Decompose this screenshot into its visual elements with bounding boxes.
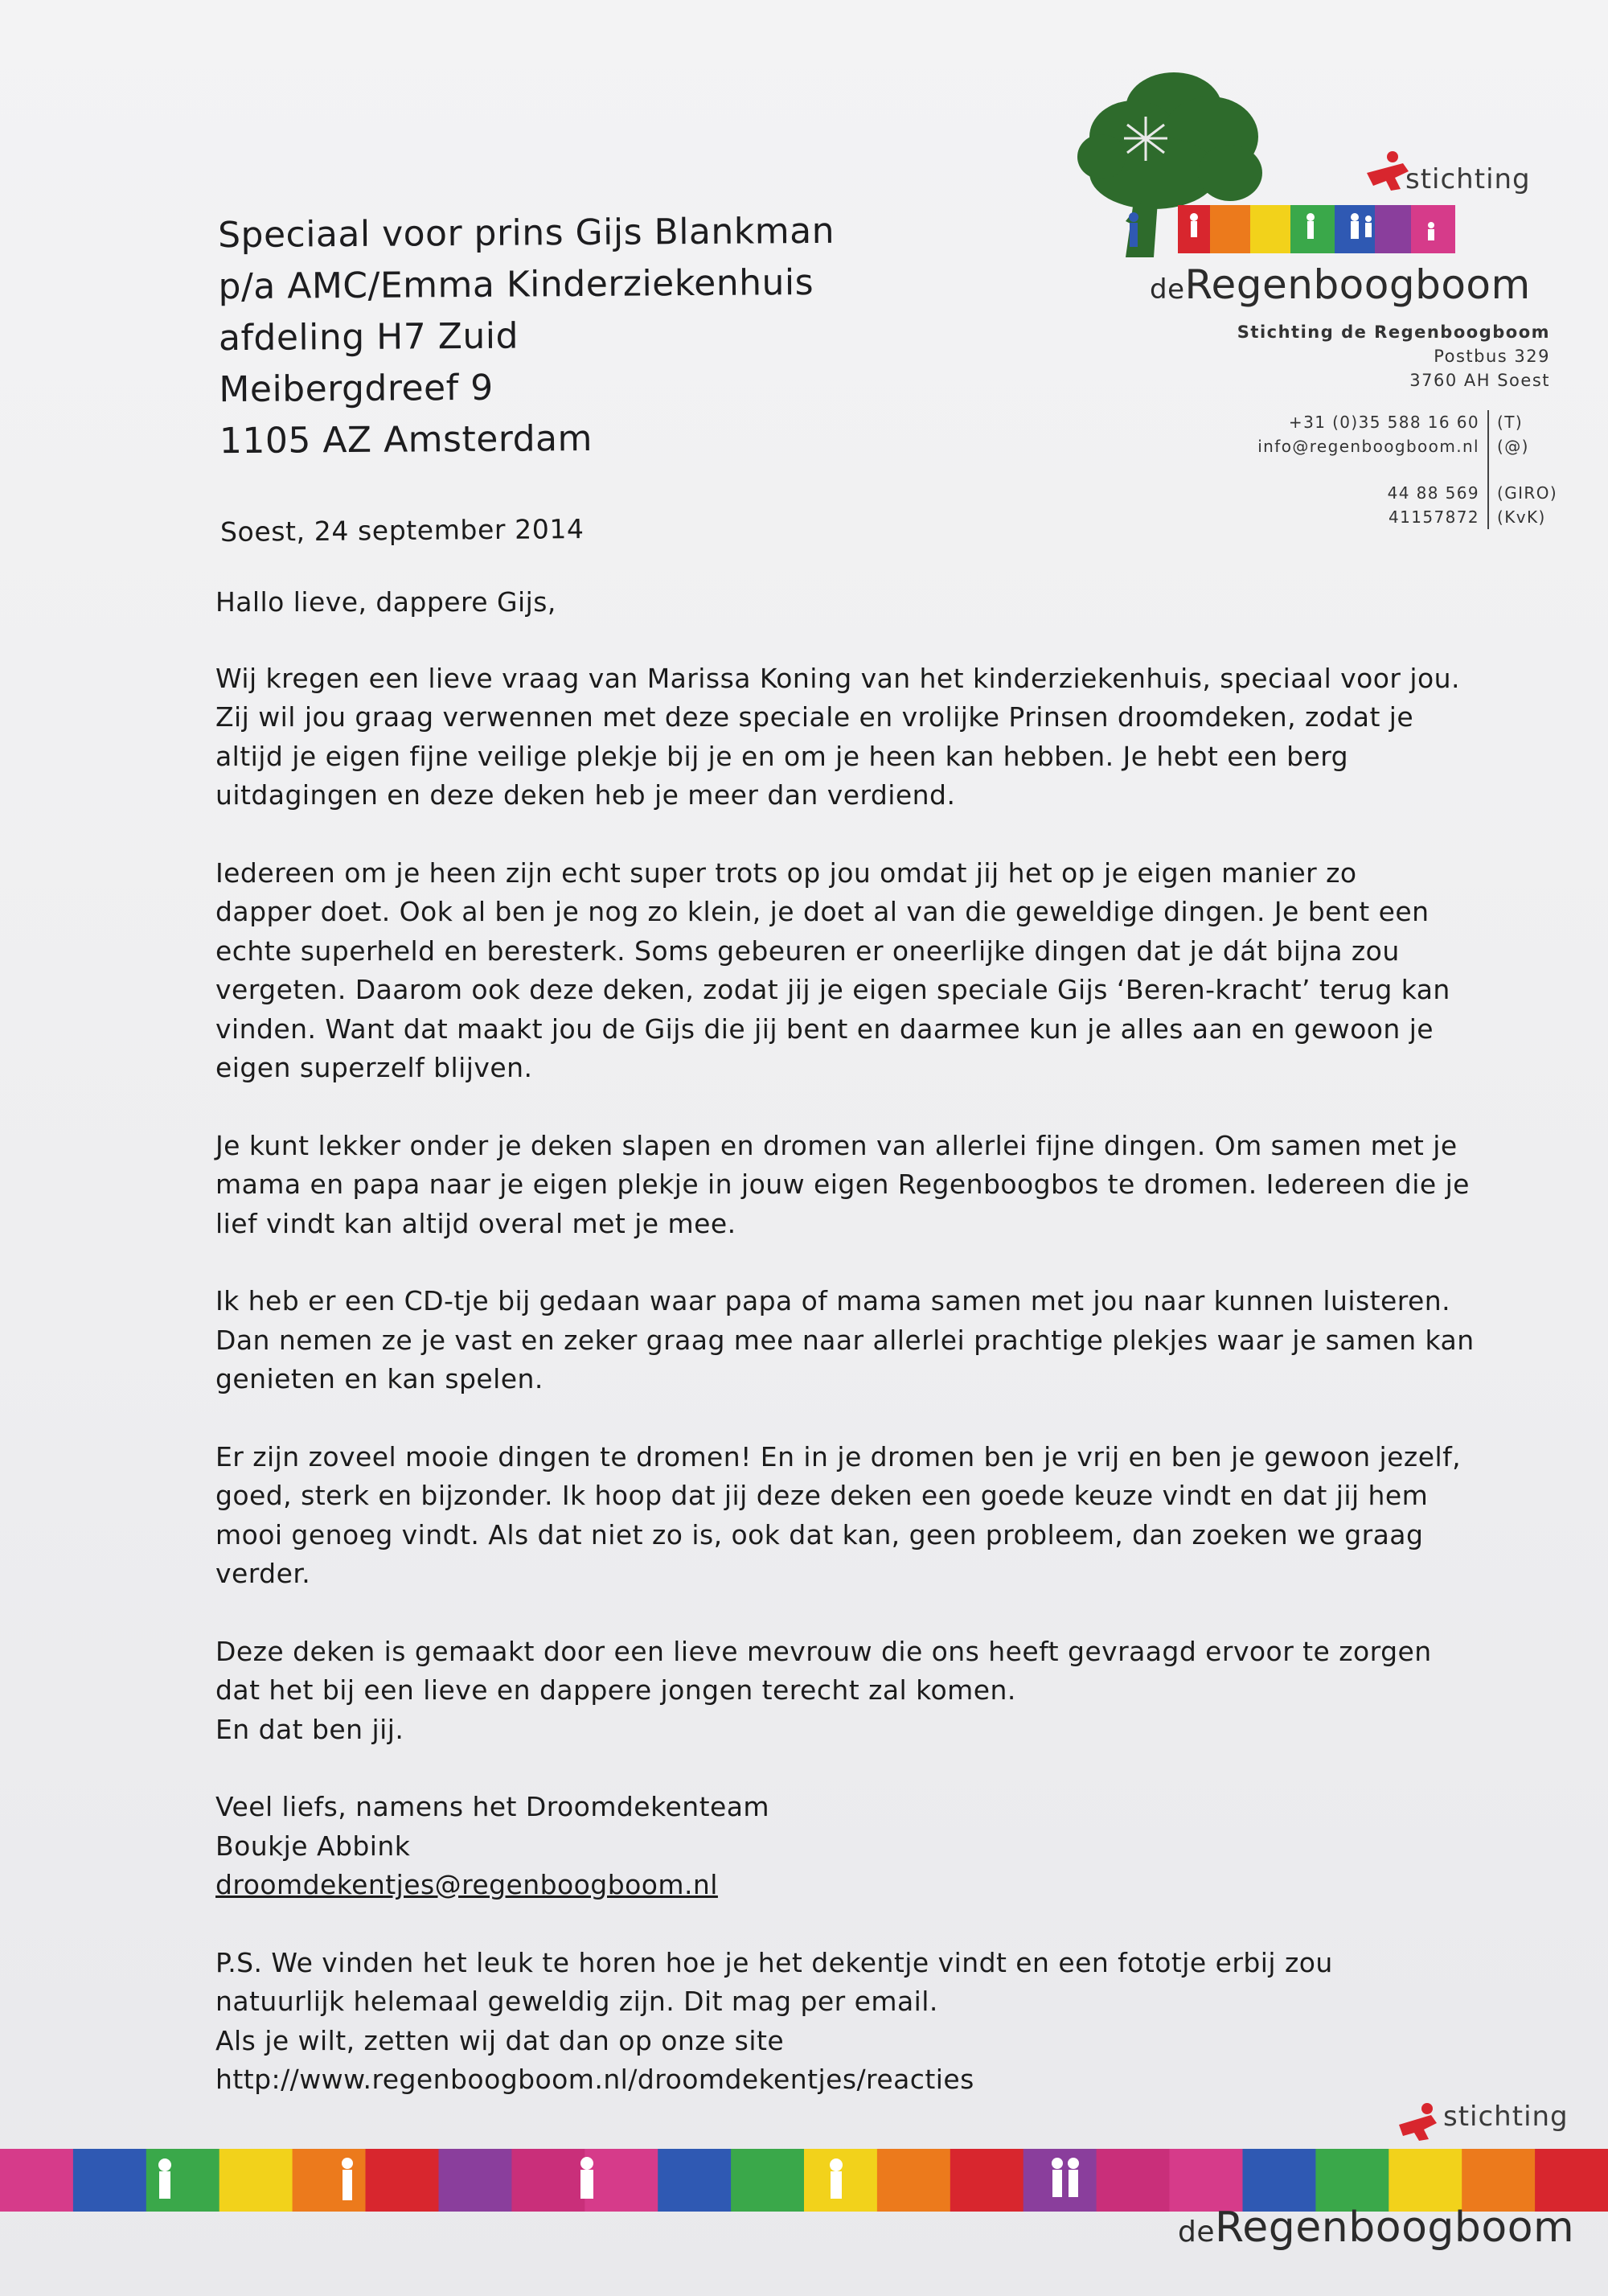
text-line: verder.	[215, 1558, 311, 1589]
stripe-block	[1097, 2149, 1171, 2212]
stripe-block	[511, 2149, 585, 2212]
text-line: mooi genoeg vindt. Als dat niet zo is, ook dat kan, geen probleem, dan zoeken we graag	[215, 1518, 1424, 1551]
stripe-block	[293, 2149, 367, 2212]
salutation: Hallo lieve, dappere Gijs,	[215, 586, 556, 618]
text-line: mama en papa naar je eigen plekje in jouw eigen Regenboogbos te dromen. Iedereen die je	[215, 1169, 1470, 1200]
stripe-block	[731, 2149, 805, 2212]
stripe-block	[1535, 2149, 1608, 2212]
text-line: eigen superzelf blijven.	[215, 1052, 533, 1083]
text-line: Er zijn zoveel mooie dingen te dromen! En in je dromen ben je vrij en ben je gewoon jezelf,	[215, 1440, 1462, 1472]
contact-kvk-key: (KvK)	[1487, 505, 1585, 529]
text-line: Je kunt lekker onder je deken slapen en dromen van allerlei fijne dingen. Om samen met je	[215, 1129, 1458, 1161]
text-line: echte superheld en beresterk. Soms gebeuren er oneerlijke dingen dat je dát bijna zou	[215, 934, 1400, 967]
address-line: Meibergdreef 9	[219, 367, 494, 411]
paragraph-6	[215, 1633, 1454, 1750]
paragraph-5	[215, 1438, 1462, 1594]
footer-wordmark-de: de	[1178, 2216, 1215, 2249]
stripe-block	[439, 2149, 513, 2212]
text-line: lief vindt kan altijd overal met je mee.	[215, 1207, 736, 1239]
contact-email-key: (@)	[1487, 434, 1585, 458]
contact-row-kvk	[1206, 505, 1585, 529]
org-city: 3760 AH Soest	[1409, 371, 1550, 390]
stripe-block	[950, 2149, 1024, 2212]
address-line: Speciaal voor prins Gijs Blankman	[217, 210, 835, 257]
footer-wordmark	[1178, 2204, 1574, 2252]
text-line: natuurlijk helemaal geweldig zijn. Dit mag per email.	[215, 1986, 938, 2017]
footer-stichting-text: stichting	[1443, 2101, 1569, 2133]
org-name: Stichting de Regenboogboom	[1237, 322, 1550, 342]
paragraph-2	[215, 854, 1454, 1088]
paragraph-1	[215, 659, 1460, 815]
footer-runner-icon	[1395, 2101, 1443, 2141]
address-line: 1105 AZ Amsterdam	[219, 417, 593, 462]
regenboogboom-logo	[1077, 60, 1560, 310]
paragraph-3	[215, 1127, 1470, 1244]
text-line: dat het bij een lieve en dappere jongen terecht zal komen.	[215, 1674, 1016, 1706]
text-line: Wij kregen een lieve vraag van Marissa Koning van het kinderziekenhuis, speciaal voor jou.	[215, 662, 1460, 694]
address-line: afdeling H7 Zuid	[218, 315, 519, 359]
footer-rainbow-stripe	[0, 2149, 1608, 2212]
logo-wordmark	[1150, 261, 1531, 308]
signature-block	[215, 1788, 1454, 1905]
signer-name: Boukje Abbink	[215, 1830, 411, 1862]
signer-email-link[interactable]: droomdekentjes@regenboogboom.nl	[215, 1869, 718, 1900]
contact-row-phone	[1206, 410, 1585, 434]
stripe-block	[219, 2149, 293, 2212]
contact-giro-key: (GIRO)	[1487, 481, 1585, 505]
contact-phone: +31 (0)35 588 16 60	[1288, 413, 1479, 432]
text-line: genieten en kan spelen.	[215, 1363, 544, 1394]
logo-stichting-text: stichting	[1405, 163, 1531, 195]
text-line: goed, sterk en bijzonder. Ik hoop dat jij deze deken een goede keuze vindt en dat jij hem	[215, 1480, 1429, 1511]
contact-row-giro	[1206, 481, 1585, 505]
contact-details	[1206, 410, 1585, 529]
contact-email: info@regenboogboom.nl	[1257, 437, 1479, 456]
letter-body	[215, 583, 1475, 2138]
runner-icon	[1367, 151, 1409, 191]
text-line: Iedereen om je heen zijn echt super trots op jou omdat jij het op je eigen manier zo	[215, 856, 1357, 889]
footer-wordmark-name: Regenboogboom	[1215, 2204, 1575, 2252]
contact-giro: 44 88 569	[1387, 483, 1479, 503]
stripe-block	[1389, 2149, 1462, 2212]
text-line: Zij wil jou graag verwennen met deze speciale en vrolijke Prinsen droomdeken, zodat je	[215, 701, 1414, 733]
text-line: altijd je eigen fijne veilige plekje bij je en om je heen kan hebben. Je hebt een berg	[215, 740, 1349, 772]
text-line: Deze deken is gemaakt door een lieve mevrouw die ons heeft gevraagd ervoor te zorgen	[215, 1635, 1432, 1667]
text-line: vinden. Want dat maakt jou de Gijs die jij bent en daarmee kun je alles aan en gewoon je	[215, 1012, 1434, 1045]
closing: Veel liefs, namens het Droomdekenteam	[215, 1791, 769, 1822]
stripe-block	[1462, 2149, 1536, 2212]
stripe-block	[366, 2149, 440, 2212]
paragraph-4	[215, 1282, 1475, 1399]
contact-phone-key: (T)	[1487, 410, 1585, 434]
stripe-block	[0, 2149, 74, 2212]
stripe-block	[146, 2149, 220, 2212]
org-postbus: Postbus 329	[1434, 347, 1550, 366]
logo-wordmark-name: Regenboogboom	[1184, 261, 1531, 308]
address-line: p/a AMC/Emma Kinderziekenhuis	[218, 261, 814, 308]
text-line: dapper doet. Ook al ben je nog zo klein, je doet al van die geweldige dingen. Je bent een	[215, 896, 1430, 927]
text-line: Als je wilt, zetten wij dat dan op onze site	[215, 2024, 785, 2056]
stripe-block	[1170, 2149, 1244, 2212]
stripe-block	[1243, 2149, 1317, 2212]
stripe-block	[1315, 2149, 1389, 2212]
stripe-block	[658, 2149, 732, 2212]
logo-wordmark-de: de	[1150, 273, 1185, 306]
text-line: Ik heb er een CD-tje bij gedaan waar papa of mama samen met jou naar kunnen luisteren.	[215, 1285, 1451, 1316]
postscript	[215, 1944, 1454, 2100]
text-line: P.S. We vinden het leuk te horen hoe je het dekentje vindt en een fototje erbij zou	[215, 1946, 1333, 1978]
text-line: Dan nemen ze je vast en zeker graag mee naar allerlei prachtige plekjes waar je samen kan	[215, 1324, 1475, 1356]
stripe-block	[73, 2149, 147, 2212]
sender-address	[1237, 320, 1550, 392]
stripe-block	[585, 2149, 658, 2212]
recipient-address	[218, 205, 943, 467]
contact-spacer	[1206, 458, 1585, 481]
text-line: uitdagingen en deze deken heb je meer dan verdiend.	[215, 779, 956, 811]
text-line: vergeten. Daarom ook deze deken, zodat jij je eigen speciale Gijs ‘Beren-kracht’ terug kan	[215, 974, 1450, 1005]
stripe-block	[877, 2149, 951, 2212]
contact-kvk: 41157872	[1389, 507, 1479, 527]
text-line: En dat ben jij.	[215, 1713, 404, 1745]
postscript-url[interactable]: http://www.regenboogboom.nl/droomdekentjes/reacties	[215, 2064, 974, 2095]
contact-row-email	[1206, 434, 1585, 458]
letter-date: Soest, 24 september 2014	[219, 513, 585, 548]
